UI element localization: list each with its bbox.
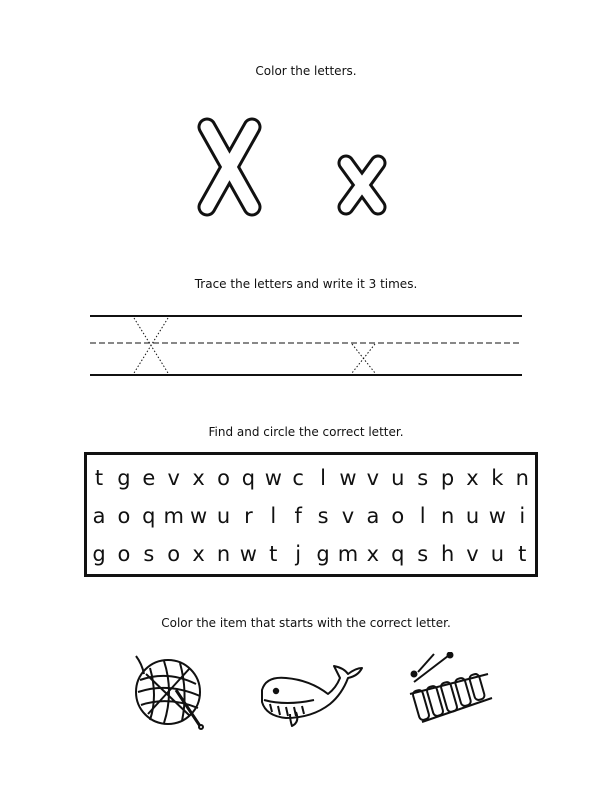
grid-letter[interactable]: n — [515, 466, 529, 490]
grid-letter[interactable]: l — [270, 504, 277, 528]
grid-letter[interactable]: o — [117, 504, 131, 528]
grid-letter[interactable]: l — [320, 466, 327, 490]
grid-letter[interactable]: u — [391, 466, 405, 490]
instruction-color-item: Color the item that starts with the correct letter. — [161, 616, 451, 630]
instruction-trace-letters: Trace the letters and write it 3 times. — [194, 277, 418, 291]
grid-letter[interactable]: q — [391, 542, 405, 566]
grid-letter[interactable]: x — [192, 542, 205, 566]
uppercase-x-outline — [207, 127, 252, 207]
grid-letter[interactable]: m — [163, 504, 184, 528]
grid-letter[interactable]: l — [419, 504, 426, 528]
tracing-lines — [90, 306, 522, 386]
grid-letter[interactable]: k — [491, 466, 504, 490]
grid-letter[interactable]: p — [440, 466, 455, 490]
grid-letter[interactable]: x — [366, 542, 380, 566]
grid-letter[interactable]: w — [190, 504, 208, 528]
grid-letter[interactable]: x — [192, 466, 205, 490]
grid-letter[interactable]: x — [466, 466, 479, 490]
grid-row — [87, 539, 535, 569]
grid-letter[interactable]: u — [216, 504, 231, 528]
grid-letter[interactable]: g — [92, 542, 106, 566]
yarn-ball-icon — [128, 650, 210, 732]
grid-letter[interactable]: g — [316, 542, 330, 566]
grid-letter[interactable]: i — [519, 504, 526, 528]
grid-letter[interactable]: j — [295, 542, 302, 566]
grid-letter[interactable]: c — [292, 466, 304, 490]
grid-letter[interactable]: h — [440, 542, 455, 566]
grid-letter[interactable]: w — [488, 504, 506, 528]
grid-letter[interactable]: s — [317, 504, 329, 528]
grid-letter[interactable]: f — [294, 504, 302, 528]
grid-letter[interactable]: v — [366, 466, 380, 490]
grid-letter[interactable]: v — [466, 542, 479, 566]
grid-letter[interactable]: w — [239, 542, 257, 566]
grid-letter[interactable]: o — [117, 542, 131, 566]
grid-letter[interactable]: q — [241, 466, 256, 490]
grid-letter[interactable]: m — [337, 542, 359, 566]
xylophone-icon — [408, 652, 494, 736]
grid-letter[interactable]: o — [167, 542, 181, 566]
trace-uppercase-x — [134, 318, 168, 373]
grid-letter[interactable]: a — [366, 504, 380, 528]
grid-letter[interactable]: o — [391, 504, 405, 528]
grid-letter[interactable]: s — [143, 542, 155, 566]
grid-letter[interactable]: n — [216, 542, 231, 566]
letter-grid — [84, 452, 538, 577]
lowercase-x-outline — [346, 163, 378, 207]
whale-icon — [256, 660, 364, 730]
instruction-color-letters: Color the letters. — [255, 64, 357, 78]
grid-letter[interactable]: u — [490, 542, 505, 566]
grid-letter[interactable]: t — [94, 466, 104, 490]
grid-letter[interactable]: w — [339, 466, 357, 490]
instruction-find-circle: Find and circle the correct letter. — [208, 425, 404, 439]
grid-letter[interactable]: v — [167, 466, 180, 490]
grid-letter[interactable]: r — [244, 504, 253, 528]
grid-letter[interactable]: v — [341, 504, 355, 528]
grid-letter[interactable]: u — [465, 504, 480, 528]
grid-letter[interactable]: t — [518, 542, 527, 566]
grid-letter[interactable]: g — [117, 466, 131, 490]
grid-letter[interactable]: q — [142, 504, 156, 528]
grid-letter[interactable]: w — [264, 466, 282, 490]
grid-letter[interactable]: s — [417, 542, 429, 566]
grid-letter[interactable]: a — [92, 504, 106, 528]
outlined-letters — [0, 105, 612, 235]
grid-letter[interactable]: t — [269, 542, 278, 566]
grid-letter[interactable]: s — [417, 466, 429, 490]
grid-letter[interactable]: o — [217, 466, 230, 490]
grid-row — [87, 501, 535, 531]
grid-letter[interactable]: e — [142, 466, 156, 490]
grid-letter[interactable]: n — [440, 504, 455, 528]
trace-lowercase-x — [352, 344, 375, 373]
grid-row — [87, 463, 535, 493]
